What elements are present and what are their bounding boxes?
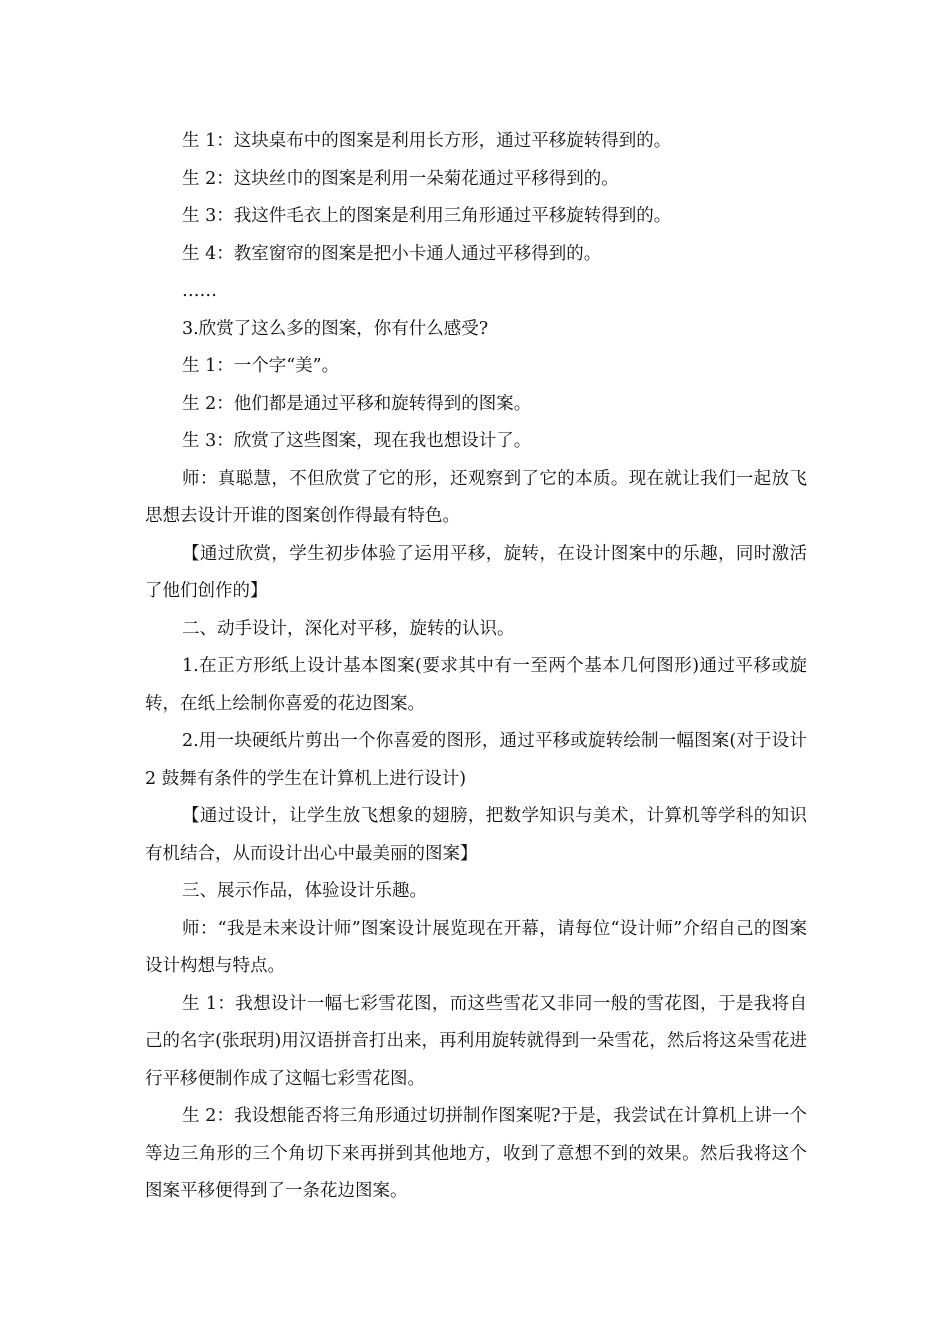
paragraph-student-1-tablecloth: 生 1：这块桌布中的图案是利用长方形，通过平移旋转得到的。 bbox=[182, 131, 672, 151]
paragraph-question-3: 3.欣赏了这么多的图案，你有什么感受? bbox=[182, 318, 489, 339]
paragraph-student-triangle: 生 2：我设想能否将三角形通过切拼制作图案呢?于是，我尝试在计算机上讲一个等边三角形的三个角切下来再拼到其他地方，收到了意想不到的效果。然后我将这个图案平移便得到了一条花边图案。 bbox=[145, 1106, 807, 1201]
paragraph-student-2-scarf: 生 2：这块丝巾的图案是利用一朵菊花通过平移得到的。 bbox=[182, 168, 619, 189]
paragraph-answer-3: 生 3：欣赏了这些图案，现在我也想设计了。 bbox=[182, 431, 532, 451]
section-heading-design: 二、动手设计，深化对平移，旋转的认识。 bbox=[182, 618, 515, 639]
paragraph-teacher-praise: 师：真聪慧，不但欣赏了它的形，还观察到了它的本质。现在就让我们一起放飞思想去设计开谁的图案创作得最有特色。 bbox=[145, 468, 807, 526]
paragraph-teacher-exhibition: 师：“我是未来设计师”图案设计展览现在开幕，请每位“设计师”介绍自己的图案设计构想与特点。 bbox=[145, 918, 807, 976]
paragraph-task-2: 2.用一块硬纸片剪出一个你喜爱的图形，通过平移或旋转绘制一幅图案(对于设计 2 鼓舞有条件的学生在计算机上进行设计) bbox=[145, 731, 807, 789]
paragraph-note-appreciation: 【通过欣赏，学生初步体验了运用平移，旋转，在设计图案中的乐趣，同时激活了他们创作的】 bbox=[145, 543, 807, 601]
paragraph-student-4-curtain: 生 4：教室窗帘的图案是把小卡通人通过平移得到的。 bbox=[182, 243, 602, 264]
paragraph-answer-2: 生 2：他们都是通过平移和旋转得到的图案。 bbox=[182, 393, 532, 414]
paragraph-student-snowflake: 生 1：我想设计一幅七彩雪花图，而这些雪花又非同一般的雪花图，于是我将自己的名字(张珉玥)用汉语拼音打出来，再利用旋转就得到一朵雪花，然后将这朵雪花进行平移便制作成了这幅七彩雪花图。 bbox=[145, 993, 807, 1089]
document-page bbox=[145, 123, 807, 1211]
paragraph-ellipsis: …… bbox=[182, 281, 217, 301]
section-heading-showcase: 三、展示作品，体验设计乐趣。 bbox=[182, 881, 427, 901]
paragraph-answer-1: 生 1：一个字“美”。 bbox=[182, 356, 340, 376]
paragraph-student-3-sweater: 生 3：我这件毛衣上的图案是利用三角形通过平移旋转得到的。 bbox=[182, 206, 672, 226]
paragraph-note-design: 【通过设计，让学生放飞想象的翅膀，把数学知识与美术，计算机等学科的知识有机结合，从而设计出心中最美丽的图案】 bbox=[145, 806, 807, 864]
paragraph-task-1: 1.在正方形纸上设计基本图案(要求其中有一至两个基本几何图形)通过平移或旋转，在纸上绘制你喜爱的花边图案。 bbox=[145, 656, 807, 714]
